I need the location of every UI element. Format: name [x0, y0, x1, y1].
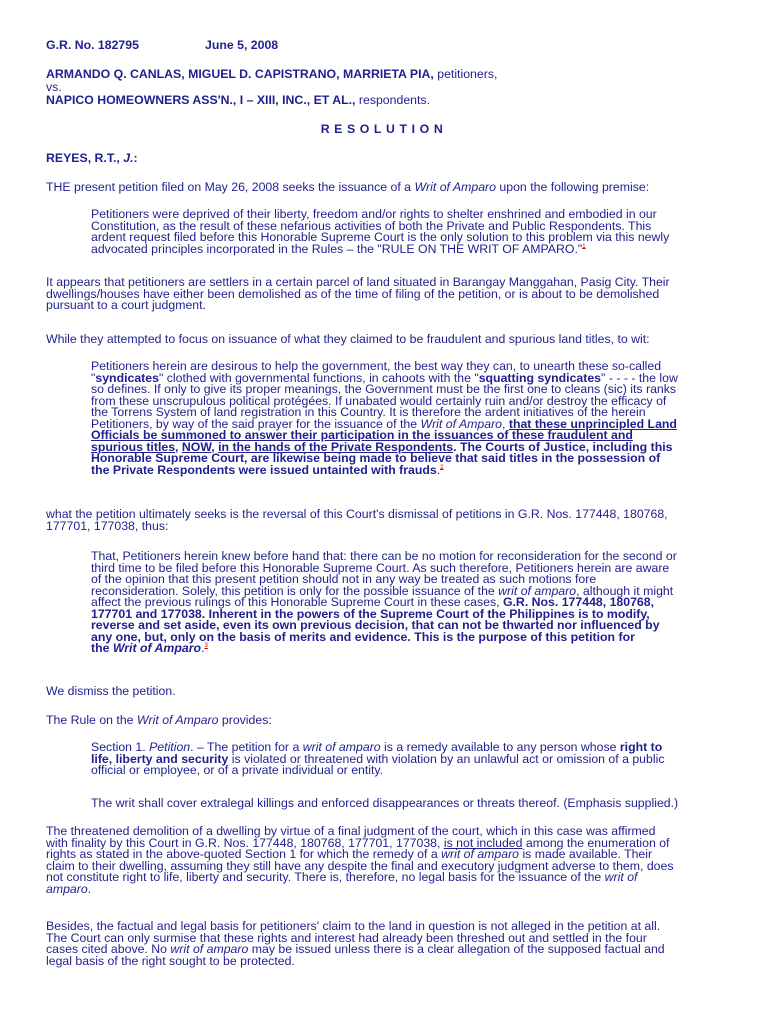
text-run: reconsideration. Solely, this petition is only for the possible issuance of the — [91, 583, 499, 598]
text-run: writ of amparo — [170, 942, 249, 956]
paragraph-2 — [46, 277, 726, 312]
text-line: Petitioners were deprived of their liberty, freedom and/or rights to shelter enshrined and embodied in our — [91, 207, 657, 221]
paragraph-5: We dismiss the petition. — [46, 684, 176, 698]
text-run: is made available. Their — [519, 847, 653, 861]
quote-5: The writ shall cover extralegal killings and enforced disappearances or threats thereof. (Emphasis supplied.) — [91, 796, 679, 810]
ponente-name: REYES, R.T., — [46, 151, 120, 165]
text-line: from these unscrupulous political protégées. If unabated would certainly ruin and/or destroy the efficacy of — [91, 393, 667, 408]
respondents-names: NAPICO HOMEOWNERS ASS'N., I – XIII, INC., ET AL., — [46, 93, 356, 107]
paragraph-3: While they attempted to focus on issuance of what they claimed to be fraudulent and spurious land titles, to wit: — [46, 332, 650, 346]
text-line: Besides, the factual and legal basis for petitioners' claim to the land in question is not alleged in the petition at all. — [46, 919, 661, 933]
paragraph-8 — [46, 921, 726, 967]
text-run: in the hands of the Private Respondents — [218, 439, 454, 454]
petitioners-line — [46, 67, 497, 81]
text-run: the — [91, 641, 113, 655]
text-line: That, Petitioners herein knew before hand that: there can be no motion for reconsideration for the second or — [91, 549, 677, 563]
text-run: the Private Respondents were issued untainted with frauds — [91, 462, 437, 477]
text-line: Constitution, as the result of these nefarious activities of both the Private and Public Respondents. This — [91, 218, 652, 233]
text-run: provides: — [218, 713, 272, 727]
text-run: squatting syndicates — [478, 370, 602, 385]
text-line — [91, 643, 725, 655]
text-run: . – The petition for a — [190, 740, 303, 754]
text-run: Section 1. — [91, 740, 150, 754]
text-run: , — [175, 439, 182, 454]
respondents-label: respondents. — [358, 93, 430, 107]
text-line — [46, 881, 726, 896]
text-run: Writ of Amparo — [136, 713, 219, 727]
text-run: life, liberty and security — [91, 751, 229, 766]
text-run: syndicates — [95, 370, 159, 385]
paragraph-7 — [46, 826, 726, 895]
text-line: of the opinion that this present petition should not in any way be treated as such motions fore — [91, 572, 597, 586]
text-line — [46, 872, 726, 884]
text-run: writ of amparo — [441, 847, 520, 861]
footnote-link-1[interactable]: 1 — [582, 243, 586, 250]
text-run: , — [211, 439, 219, 454]
text-line: 177701, 177038, thus: — [46, 518, 169, 533]
text-run: NOW — [181, 439, 212, 454]
text-run: Writ of Amparo — [112, 641, 202, 655]
text-run: , — [502, 416, 509, 431]
quote-3 — [91, 551, 725, 655]
decision-date: June 5, 2008 — [205, 38, 279, 52]
case-header — [46, 38, 279, 52]
ponente-colon: : — [133, 151, 138, 165]
text-line: so defines. If only to give its proper meanings, the Government must be the first one to cleans (sic) its ranks — [91, 382, 677, 396]
text-run: with finality by this Court in G.R. Nos. 177448, 180768, 177701, 177038, — [46, 835, 444, 850]
text-run: is not included — [443, 835, 523, 850]
text-line: claim to their dwelling, assuming they still have any despite the final and executory judgment adverse to them, does — [46, 858, 674, 873]
footnote-link-2[interactable]: 2 — [440, 464, 444, 471]
text-run: Writ of Amparo — [414, 180, 496, 194]
text-run: that these unprincipled Land — [508, 416, 677, 431]
text-run: rights as stated in the above-quoted Section 1 for which the remedy of a — [46, 847, 442, 861]
text-run: " clothed with governmental functions, in cahoots with the " — [158, 370, 479, 385]
paragraph-1 — [46, 180, 649, 194]
versus: vs. — [46, 80, 62, 94]
paragraph-6 — [46, 713, 272, 727]
quote-2 — [91, 361, 725, 476]
ponente-title: J. — [123, 151, 134, 165]
text-line — [91, 462, 725, 477]
text-line: third time to be filed before this Honorable Supreme Court. As such therefore, Petitioners herein are aware — [91, 560, 670, 575]
text-run: Honorable Supreme Court, are likewise being made to believe that said titles in the possession of — [91, 451, 661, 465]
text-run: among the enumeration of — [522, 835, 670, 850]
text-line: The threatened demolition of a dwelling by virtue of a final judgment of the court, which in this case was affirmed — [46, 824, 656, 838]
text-line: what the petition ultimately seeks is the reversal of this Court's dismissal of petitions in G.R. Nos. 177448, 180768, — [46, 507, 668, 521]
text-run: may be issued unless there is a clear allegation of the supposed factual and — [248, 942, 665, 956]
text-run: , although it might — [576, 583, 674, 598]
petitioners-names: ARMANDO Q. CANLAS, MIGUEL D. CAPISTRANO, MARRIETA PIA, — [46, 67, 434, 81]
text-run: affect the previous rulings of this Honorable Supreme Court in these cases, — [91, 595, 503, 609]
text-run: not constitute right to life, liberty and security. There is, therefore, no legal basis for the issuance of the — [46, 870, 605, 884]
text-line: legal basis of the right sought to be protected. — [46, 953, 295, 968]
text-run: Petitioners, by way of the said prayer for the issuance of the — [91, 416, 421, 431]
text-run: cases cited above. No — [46, 942, 171, 956]
document-title: RESOLUTION — [320, 122, 448, 136]
text-line: dwellings/houses have either been demolished as of the time of filing of the petition, or is about to be demolished — [46, 286, 660, 301]
text-run: G.R. Nos. 177448, 180768, — [502, 595, 655, 609]
text-run: 177701 and 177038. Inherent in the powers of the Supreme Court of the Philippines is to modify, — [91, 606, 650, 621]
text-run: THE present petition filed on May 26, 2008 seeks the issuance of a — [46, 180, 415, 194]
text-line: It appears that petitioners are settlers in a certain parcel of land situated in Barangay Manggahan, Pasig City. Their — [46, 275, 670, 289]
text-line: official or employee, or of a private individual or entity. — [91, 763, 384, 777]
footnote-link-3[interactable]: 3 — [204, 642, 208, 649]
petitioners-label: petitioners, — [437, 67, 498, 81]
text-run: amparo — [46, 881, 88, 896]
text-run: " - - - - the low — [601, 370, 678, 385]
text-run: . — [201, 641, 205, 655]
text-run: Officials be summoned to answer their participation in the issuances of these fraudulent and — [91, 428, 633, 442]
text-run: writ of amparo — [302, 740, 381, 754]
text-line: Petitioners herein are desirous to help the government, the best way they can, to unearth these so-called — [91, 359, 662, 373]
text-run: Writ of Amparo — [420, 416, 503, 431]
text-run: any one, but, only on the basis of merits and evidence. This is the purpose of this petition for — [91, 629, 635, 644]
paragraph-4 — [46, 509, 726, 532]
text-run: . — [436, 462, 441, 477]
text-run: The Rule on the — [46, 713, 137, 727]
text-run: upon the following premise: — [496, 180, 650, 194]
text-run: is a remedy available to any person whose — [380, 740, 620, 754]
text-run: right to — [619, 740, 663, 754]
quote-4 — [91, 742, 725, 777]
text-line: ardent request filed before this Honorable Supreme Court is the only solution to this problem via this newly — [91, 230, 670, 244]
ponente — [46, 151, 138, 165]
text-run: reverse and set aside, even its own previous decision, that can not be thwarted nor influenced by — [91, 618, 660, 632]
text-run: spurious titles — [91, 439, 176, 454]
text-run: . The Courts of Justice, including this — [453, 439, 673, 454]
text-run: " — [91, 370, 96, 385]
text-run: is violated or threatened with violation by an unlawful act or omission of a public — [228, 751, 665, 766]
text-run: Petition — [149, 740, 191, 754]
text-line: pursuant to a court judgment. — [46, 298, 206, 312]
respondents-line — [46, 93, 430, 107]
text-line: The Court can only surmise that these rights and interest had already been threshed out and settled in the four — [46, 930, 647, 945]
quote-1 — [91, 209, 725, 255]
text-run: . — [87, 881, 92, 896]
text-run: writ of — [604, 870, 638, 884]
text-line: the Torrens System of land registration in this Country. It is therefore the ardent initiatives of the herein — [91, 405, 646, 419]
text-line: advocated principles incorporated in the Rules – the "RULE ON THE WRIT OF AMPARO." — [91, 241, 583, 256]
case-number: G.R. No. 182795 — [46, 38, 139, 52]
text-run: writ of amparo — [498, 583, 577, 598]
